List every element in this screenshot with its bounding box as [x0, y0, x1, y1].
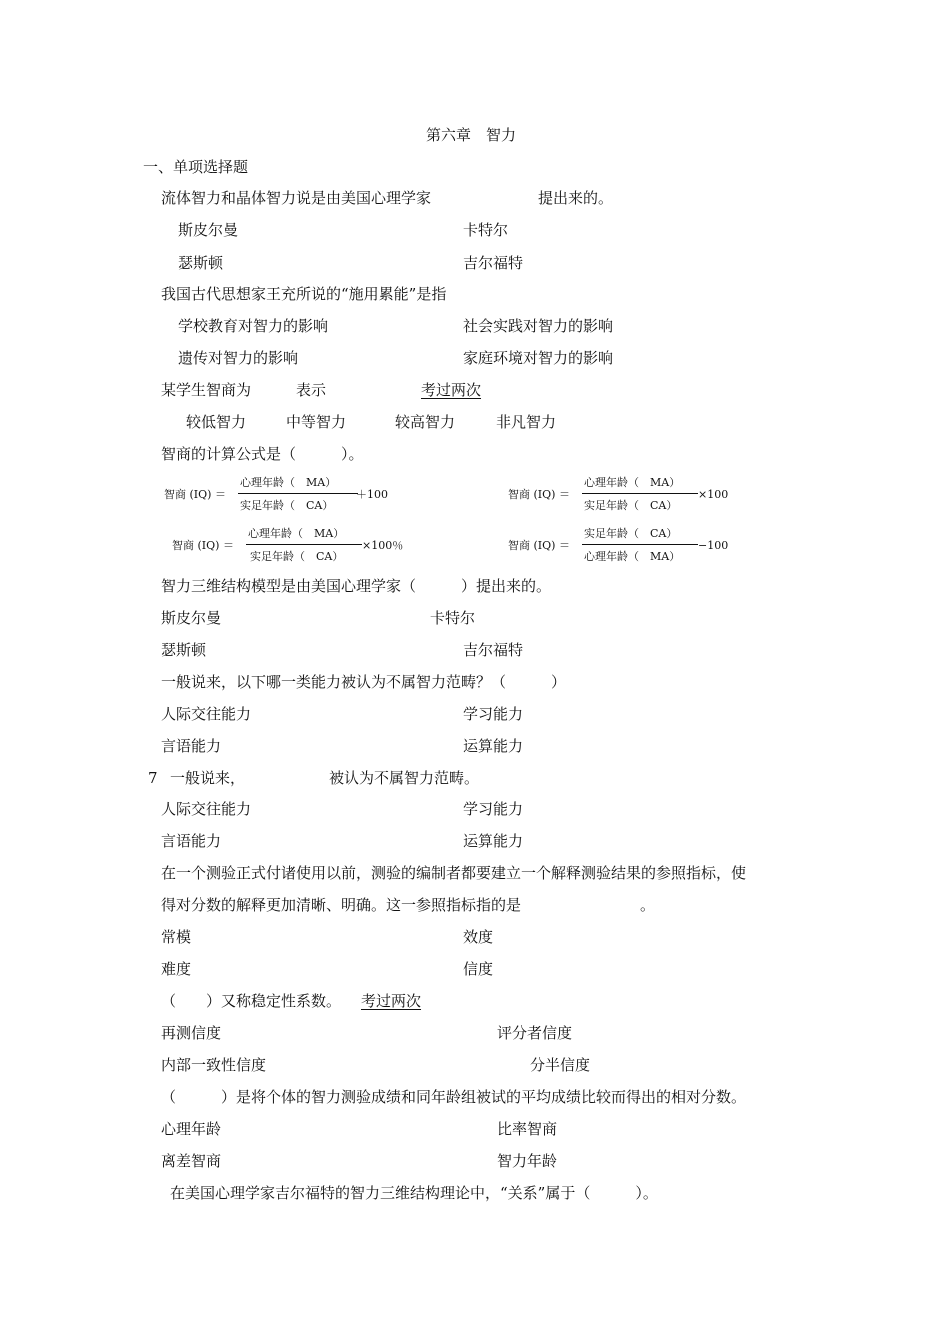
q10-stem: （ ）是将个体的智力测验成绩和同年龄组被试的平均成绩比较而得出的相对分数。 — [161, 1088, 747, 1106]
q4-stem: 智商的计算公式是（ ）。 — [161, 445, 364, 463]
q5-option-d: 吉尔福特 — [463, 641, 524, 659]
q4-formula-a: 智商 (IQ) ＝ 心理年龄（ MA） 实足年龄（ CA） ＋100 — [164, 476, 388, 512]
q1-stem-end: 提出来的。 — [538, 189, 614, 207]
q1-option-d: 吉尔福特 — [463, 254, 524, 272]
q9-option-c: 内部一致性信度 — [161, 1056, 267, 1074]
q9-stem: （ ）又称稳定性系数。 — [161, 992, 342, 1010]
q4-formula-c: 智商 (IQ) ＝ 心理年龄（ MA） 实足年龄（ CA） ×100％ — [172, 527, 404, 563]
q5-option-a: 斯皮尔曼 — [161, 609, 222, 627]
q7-stem: 一般说来， — [170, 769, 246, 787]
q5-stem: 智力三维结构模型是由美国心理学家（ ）提出来的。 — [161, 577, 552, 595]
q8-option-d: 信度 — [463, 960, 494, 978]
q3-note: 考过两次 — [421, 381, 482, 399]
q4-formula-d: 智商 (IQ) ＝ 实足年龄（ CA） 心理年龄（ MA） −100 — [508, 527, 729, 563]
q3-option-d: 非凡智力 — [496, 413, 557, 431]
q9-note: 考过两次 — [361, 992, 422, 1010]
q10-option-a: 心理年龄 — [161, 1120, 222, 1138]
q9-option-d: 分半信度 — [530, 1056, 591, 1074]
q3-stem: 某学生智商为 — [161, 381, 252, 399]
q6-option-d: 运算能力 — [463, 737, 524, 755]
q8-stem-line1: 在一个测验正式付诸使用以前，测验的编制者都要建立一个解释测验结果的参照指标，使 — [161, 864, 747, 882]
q10-option-b: 比率智商 — [497, 1120, 558, 1138]
q6-option-a: 人际交往能力 — [161, 705, 252, 723]
q6-option-c: 言语能力 — [161, 737, 222, 755]
q2-stem: 我国古代思想家王充所说的“施用累能”是指 — [161, 285, 447, 303]
q8-stem-end: 。 — [640, 896, 656, 914]
q1-option-b: 卡特尔 — [463, 221, 509, 239]
q1-stem: 流体智力和晶体智力说是由美国心理学家 — [161, 189, 432, 207]
q3-option-a: 较低智力 — [186, 413, 247, 431]
q10-option-c: 离差智商 — [161, 1152, 222, 1170]
page-title: 第六章 智力 — [426, 126, 517, 144]
q7-option-c: 言语能力 — [161, 832, 222, 850]
q7-stem-end: 被认为不属智力范畴。 — [329, 769, 480, 787]
q7-option-d: 运算能力 — [463, 832, 524, 850]
q4-formula-b: 智商 (IQ) ＝ 心理年龄（ MA） 实足年龄（ CA） ×100 — [508, 476, 729, 512]
q3-stem-mid: 表示 — [296, 381, 327, 399]
q9-option-a: 再测信度 — [161, 1024, 222, 1042]
q2-option-a: 学校教育对智力的影响 — [178, 317, 329, 335]
q2-option-d: 家庭环境对智力的影响 — [463, 349, 614, 367]
q7-number: 7 — [148, 769, 158, 787]
q1-option-a: 斯皮尔曼 — [178, 221, 239, 239]
q3-option-c: 较高智力 — [395, 413, 456, 431]
q7-option-b: 学习能力 — [463, 800, 524, 818]
q10-option-d: 智力年龄 — [497, 1152, 558, 1170]
q8-stem-line2: 得对分数的解释更加清晰、明确。这一参照指标指的是 — [161, 896, 522, 914]
section-heading: 一、单项选择题 — [143, 158, 249, 176]
q2-option-c: 遗传对智力的影响 — [178, 349, 299, 367]
q1-option-c: 瑟斯顿 — [178, 254, 224, 272]
q5-option-c: 瑟斯顿 — [161, 641, 207, 659]
q2-option-b: 社会实践对智力的影响 — [463, 317, 614, 335]
q11-stem: 在美国心理学家吉尔福特的智力三维结构理论中，“关系”属于（ ）。 — [170, 1184, 658, 1202]
q9-option-b: 评分者信度 — [497, 1024, 573, 1042]
q8-option-c: 难度 — [161, 960, 192, 978]
q5-option-b: 卡特尔 — [430, 609, 476, 627]
q8-option-b: 效度 — [463, 928, 494, 946]
q7-option-a: 人际交往能力 — [161, 800, 252, 818]
q6-stem: 一般说来，以下哪一类能力被认为不属智力范畴？（ ） — [161, 673, 567, 691]
q6-option-b: 学习能力 — [463, 705, 524, 723]
q8-option-a: 常模 — [161, 928, 192, 946]
q3-option-b: 中等智力 — [286, 413, 347, 431]
